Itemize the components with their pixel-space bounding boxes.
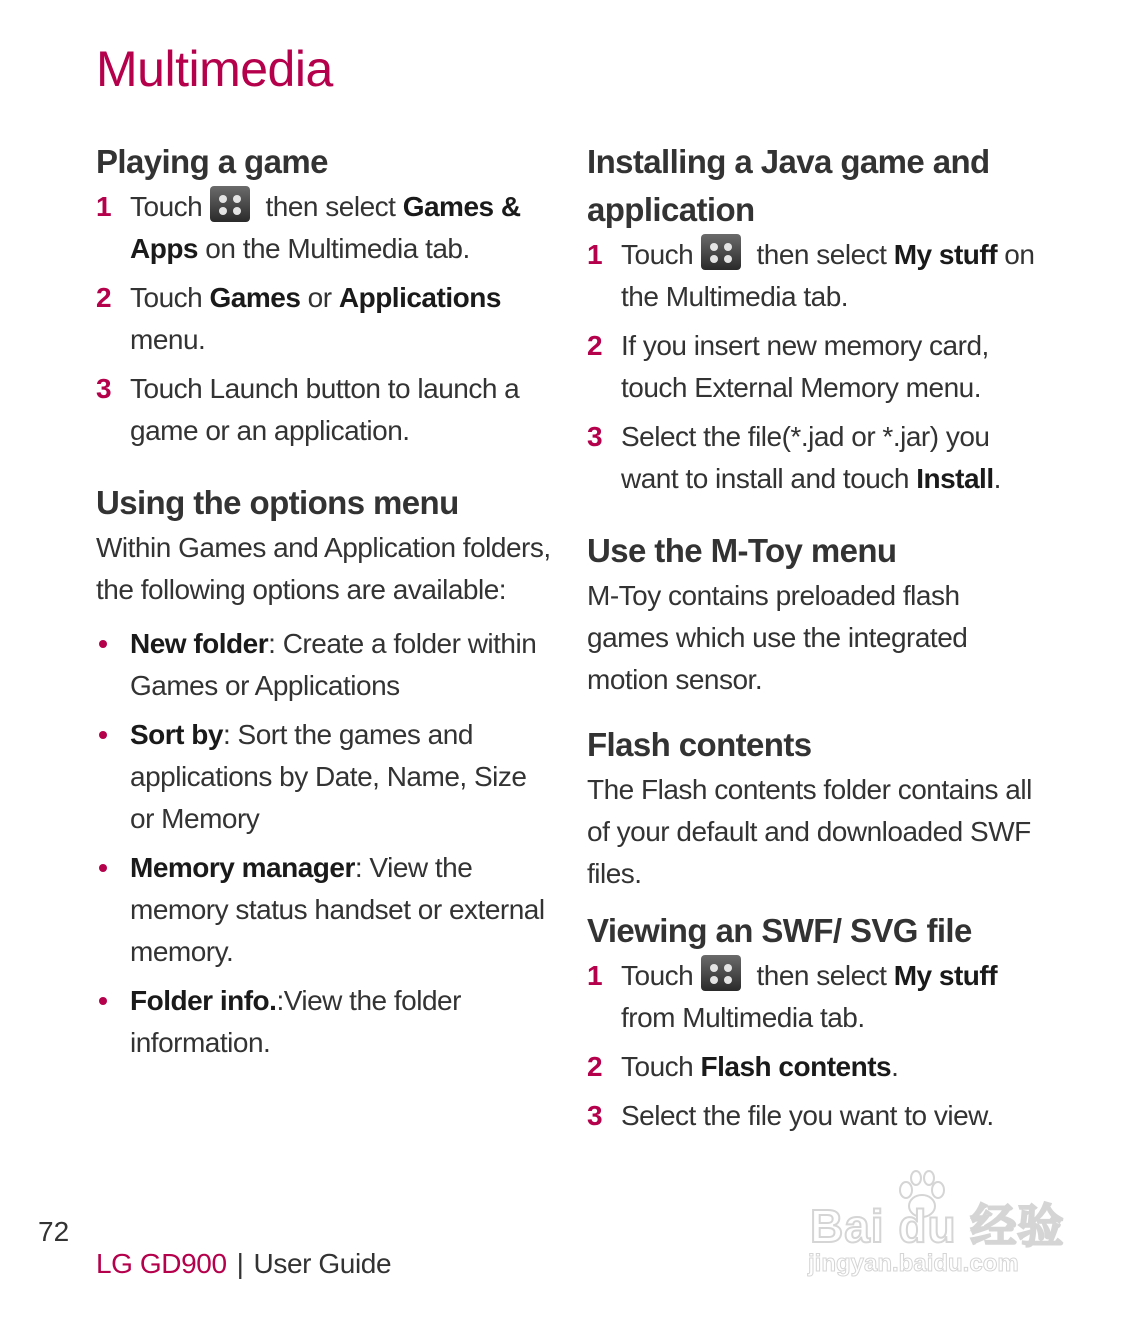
baidu-watermark [800,1168,1070,1288]
list-item: Sort by: Sort the games and applications by Date, Name, Size or Memory [96,714,551,840]
page-number: 72 [38,1216,70,1247]
section-heading-options: Using the options menu [96,484,459,521]
section-heading-playing: Playing a game [96,143,328,180]
footer-model: LG GD900 [96,1248,227,1279]
java-steps [587,234,1047,500]
playing-steps [96,186,551,452]
bullet-icon [99,640,107,648]
step-number: 1 [96,191,112,222]
list-item: 1 Touch then select Games & Apps on the Multimedia tab. [96,186,551,270]
mtoy-body: M-Toy contains preloaded flash games which use the integrated motion sensor. [587,580,968,695]
list-item: Memory manager: View the memory status handset or external memory. [96,847,551,973]
flash-body: The Flash contents folder contains all of your default and downloaded SWF files. [587,774,1032,889]
list-item: 2 Touch Flash contents. [587,1046,1047,1088]
step-number: 3 [96,373,112,404]
footer [96,1248,391,1280]
list-item: 2 Touch Games or Applications menu. [96,277,551,361]
bullet-icon [99,864,107,872]
step-number: 2 [587,1051,603,1082]
apps-grid-icon [701,955,741,991]
options-intro: Within Games and Application folders, the following options are available: [96,532,551,605]
step-number: 1 [587,960,603,991]
watermark-logo: Bai du 经验 [810,1200,1065,1252]
section-heading-swf: Viewing an SWF/ SVG file [587,912,972,949]
right-column [587,138,1047,1144]
list-item: 3 Select the file(*.jad or *.jar) you want to install and touch Install. [587,416,1047,500]
step-number: 2 [587,330,603,361]
list-item: 1 Touch then select My stuff from Multimedia tab. [587,955,1047,1039]
list-item: New folder: Create a folder within Games or Applications [96,623,551,707]
page-title: Multimedia [96,41,333,97]
apps-grid-icon [701,234,741,270]
left-column [96,138,551,1071]
list-item: 3 Touch Launch button to launch a game or an application. [96,368,551,452]
bullet-icon [99,997,107,1005]
section-heading-flash: Flash contents [587,726,812,763]
options-list [96,623,551,1064]
step-number: 3 [587,1100,603,1131]
list-item: 2 If you insert new memory card, touch External Memory menu. [587,325,1047,409]
step-number: 2 [96,282,112,313]
swf-steps [587,955,1047,1137]
footer-separator: | [236,1248,244,1279]
step-number: 3 [587,421,603,452]
watermark-url: jingyan.baidu.com [808,1250,1019,1277]
list-item: Folder info.:View the folder information. [96,980,551,1064]
footer-guide: User Guide [253,1248,392,1279]
section-heading-mtoy: Use the M-Toy menu [587,532,897,569]
apps-grid-icon [210,186,250,222]
section-heading-java: Installing a Java game and application [587,143,990,228]
list-item: 1 Touch then select My stuff on the Multimedia tab. [587,234,1047,318]
bullet-icon [99,731,107,739]
step-number: 1 [587,239,603,270]
list-item: 3 Select the file you want to view. [587,1095,1047,1137]
